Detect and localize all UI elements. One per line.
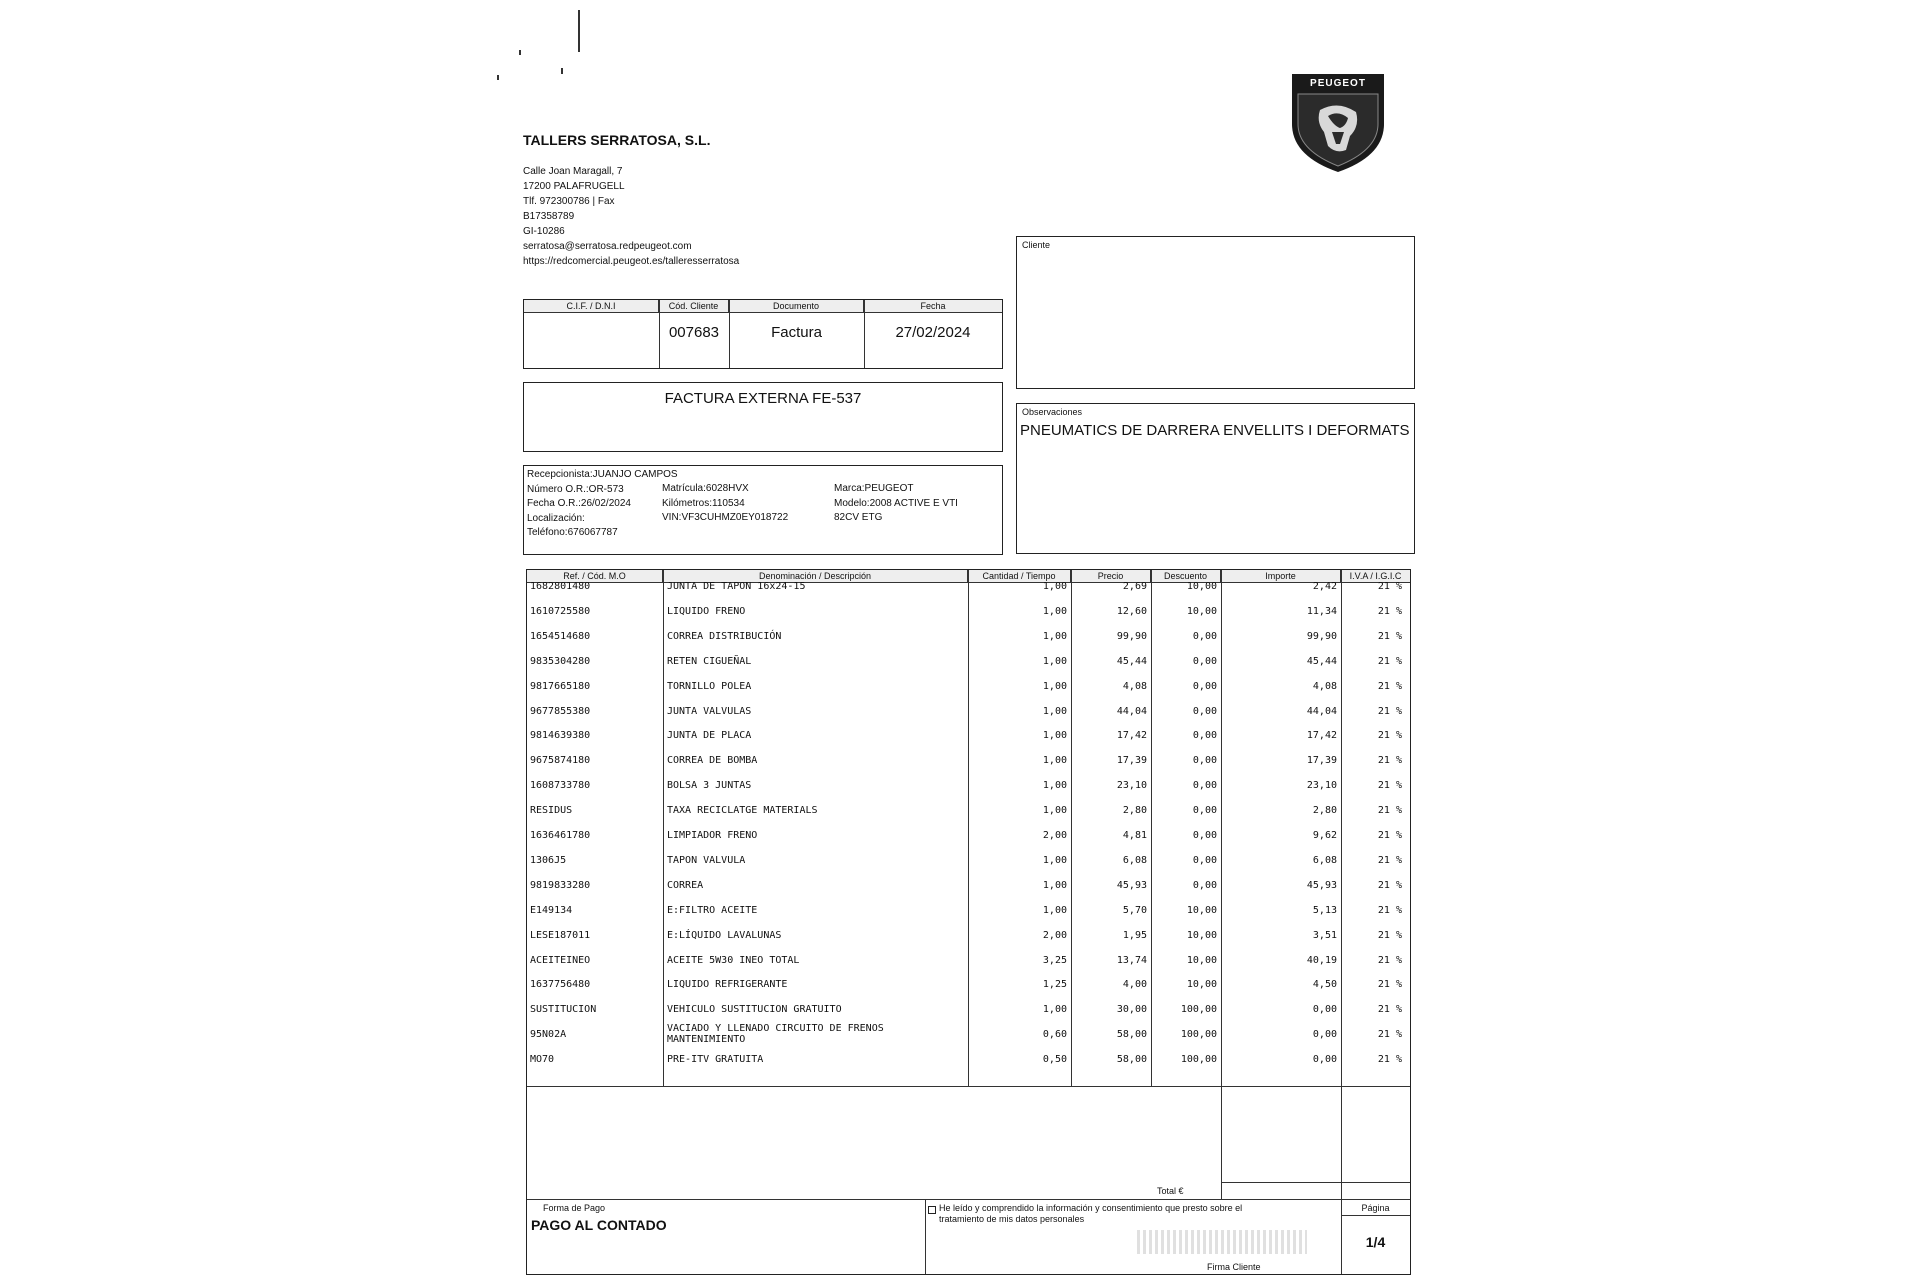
cell-amount: 4,50 xyxy=(1312,979,1337,991)
client-label: Cliente xyxy=(1022,240,1051,250)
cell-vat: 21 % xyxy=(1377,755,1402,767)
col-header-vat: I.V.A / I.G.I.C xyxy=(1341,570,1410,583)
cell-qty: 1,00 xyxy=(1042,680,1067,692)
scan-mark xyxy=(497,75,499,80)
address-line-3: B17358789 xyxy=(523,211,575,222)
cell-price: 30,00 xyxy=(1116,1004,1147,1016)
vehicle-model-field-1: Modelo:2008 ACTIVE E VTI xyxy=(834,497,958,509)
cell-amount: 44,04 xyxy=(1306,705,1337,717)
cell-ref: 1682801480 xyxy=(530,581,591,592)
cell-discount: 10,00 xyxy=(1186,954,1217,966)
cell-amount: 11,34 xyxy=(1306,605,1337,617)
cell-vat: 21 % xyxy=(1377,655,1402,667)
cell-amount: 6,08 xyxy=(1312,854,1337,866)
documento-value: Factura xyxy=(771,324,822,341)
cell-discount: 0,00 xyxy=(1192,780,1217,792)
cell-qty: 1,00 xyxy=(1042,605,1067,617)
cell-vat: 21 % xyxy=(1377,730,1402,742)
cell-desc: LIMPIADOR FRENO xyxy=(667,830,758,841)
cell-price: 2,80 xyxy=(1122,805,1147,817)
vehicle-model-field-2: 82CV ETG xyxy=(834,512,883,523)
cell-qty: 1,00 xyxy=(1042,755,1067,767)
cell-vat: 21 % xyxy=(1377,680,1402,692)
cell-price: 58,00 xyxy=(1116,1054,1147,1066)
cell-desc: BOLSA 3 JUNTAS xyxy=(667,780,752,792)
cell-ref: 1637756480 xyxy=(530,979,591,991)
address-line-4: GI-10286 xyxy=(523,226,565,237)
invoice-title: FACTURA EXTERNA FE-537 xyxy=(664,390,862,407)
table-row xyxy=(527,755,1410,770)
cell-ref: E149134 xyxy=(530,904,573,916)
table-row xyxy=(527,880,1410,895)
cell-discount: 100,00 xyxy=(1180,1004,1217,1016)
cell-price: 6,08 xyxy=(1122,854,1147,866)
cell-discount: 10,00 xyxy=(1186,904,1217,916)
cell-price: 4,08 xyxy=(1122,680,1147,692)
cell-price: 13,74 xyxy=(1116,954,1147,966)
cell-desc: E:FILTRO ACEITE xyxy=(667,904,758,916)
col-header-discount: Descuento xyxy=(1151,570,1221,583)
cell-discount: 0,00 xyxy=(1192,854,1217,866)
reception-box xyxy=(523,465,1003,555)
cell-vat: 21 % xyxy=(1377,1004,1402,1016)
cell-vat: 21 % xyxy=(1377,605,1402,617)
cell-ref: 1654514680 xyxy=(530,630,591,642)
table-row xyxy=(527,905,1410,920)
cell-amount: 5,13 xyxy=(1312,904,1337,916)
table-row xyxy=(527,1054,1410,1069)
col-header-amount: Importe xyxy=(1221,570,1341,583)
cell-discount: 0,00 xyxy=(1192,830,1217,841)
cell-qty: 1,00 xyxy=(1042,630,1067,642)
cell-ref: MO70 xyxy=(530,1054,555,1066)
observations-label: Observaciones xyxy=(1022,407,1083,417)
consent-text: He leído y comprendido la información y consentimiento que presto sobre el tratamiento de mis datos personales xyxy=(939,1203,1243,1224)
col-header-desc: Denominación / Descripción xyxy=(663,570,968,583)
table-row xyxy=(527,955,1410,970)
doc-header-table xyxy=(523,299,1003,369)
cell-price: 17,42 xyxy=(1116,730,1147,742)
cell-vat: 21 % xyxy=(1377,954,1402,966)
cell-discount: 0,00 xyxy=(1192,680,1217,692)
cell-amount: 40,19 xyxy=(1306,954,1337,966)
cell-qty: 1,25 xyxy=(1042,979,1067,991)
forma-pago-value: PAGO AL CONTADO xyxy=(531,1217,667,1233)
cell-vat: 21 % xyxy=(1377,854,1402,866)
cell-price: 45,44 xyxy=(1116,655,1147,667)
table-row xyxy=(527,581,1410,596)
fecha-label: Fecha xyxy=(864,300,1002,313)
cell-qty: 1,00 xyxy=(1042,581,1067,592)
cell-price: 4,00 xyxy=(1122,979,1147,991)
cell-desc: TAXA RECICLATGE MATERIALS xyxy=(667,805,818,817)
table-row xyxy=(527,1023,1410,1046)
cell-amount: 17,42 xyxy=(1306,730,1337,742)
address-line-1: 17200 PALAFRUGELL xyxy=(523,181,625,192)
cell-amount: 0,00 xyxy=(1312,1029,1337,1041)
table-row xyxy=(527,930,1410,945)
cell-qty: 1,00 xyxy=(1042,705,1067,717)
cell-amount: 2,42 xyxy=(1312,581,1337,592)
fecha-value: 27/02/2024 xyxy=(895,324,971,341)
reception-field-1: Número O.R.:OR-573 xyxy=(527,483,624,495)
cell-ref: 1306J5 xyxy=(530,854,567,866)
address-line-0: Calle Joan Maragall, 7 xyxy=(523,166,623,177)
table-row xyxy=(527,780,1410,795)
cell-ref: 9814639380 xyxy=(530,730,591,742)
cell-amount: 0,00 xyxy=(1312,1004,1337,1016)
cell-ref: ACEITEINEO xyxy=(530,954,591,966)
cell-amount: 0,00 xyxy=(1312,1054,1337,1066)
cell-vat: 21 % xyxy=(1377,780,1402,792)
reception-field-0: Recepcionista:JUANJO CAMPOS xyxy=(527,469,678,480)
company-name: TALLERS SERRATOSA, S.L. xyxy=(523,132,711,148)
cell-desc: VEHICULO SUSTITUCION GRATUITO xyxy=(667,1004,842,1016)
table-row xyxy=(527,979,1410,994)
vehicle-field-0: Matrícula:6028HVX xyxy=(662,483,749,494)
cell-ref: 1608733780 xyxy=(530,780,591,792)
reception-field-4: Teléfono:676067787 xyxy=(527,527,618,538)
cell-ref: 1610725580 xyxy=(530,605,591,617)
address-line-2: Tlf. 972300786 | Fax xyxy=(523,196,615,207)
cell-amount: 4,08 xyxy=(1312,680,1337,692)
cell-discount: 0,00 xyxy=(1192,655,1217,667)
invoice-title-box xyxy=(523,382,1003,452)
cell-qty: 1,00 xyxy=(1042,879,1067,891)
cell-amount: 45,44 xyxy=(1306,655,1337,667)
firma-label: Firma Cliente xyxy=(1207,1262,1261,1272)
observations-box xyxy=(1016,403,1415,554)
table-row xyxy=(527,681,1410,696)
cell-qty: 3,25 xyxy=(1042,954,1067,966)
cell-price: 5,70 xyxy=(1122,904,1147,916)
cod-cliente-label: Cód. Cliente xyxy=(659,300,729,313)
cell-qty: 0,60 xyxy=(1042,1029,1067,1041)
cell-discount: 0,00 xyxy=(1192,805,1217,817)
cell-desc: RETEN CIGUEÑAL xyxy=(667,655,752,667)
cell-desc: CORREA DE BOMBA xyxy=(667,755,758,767)
cell-amount: 23,10 xyxy=(1306,780,1337,792)
cell-discount: 10,00 xyxy=(1186,605,1217,617)
vehicle-field-1: Kilómetros:110534 xyxy=(662,497,745,509)
cell-qty: 1,00 xyxy=(1042,1004,1067,1016)
signature-smudge xyxy=(1137,1230,1307,1254)
cell-vat: 21 % xyxy=(1377,581,1402,592)
cell-desc: E:LÍQUIDO LAVALUNAS xyxy=(667,929,782,941)
cell-amount: 3,51 xyxy=(1312,929,1337,941)
cell-vat: 21 % xyxy=(1377,830,1402,841)
cell-discount: 0,00 xyxy=(1192,755,1217,767)
items-table xyxy=(526,569,1411,1275)
cell-desc: CORREA xyxy=(667,879,704,891)
reception-col-2 xyxy=(662,482,788,526)
scan-mark xyxy=(578,10,580,52)
col-header-ref: Ref. / Cód. M.O xyxy=(527,570,663,583)
cell-price: 4,81 xyxy=(1122,830,1147,841)
cell-qty: 1,00 xyxy=(1042,655,1067,667)
cell-vat: 21 % xyxy=(1377,979,1402,991)
table-row xyxy=(527,706,1410,721)
forma-pago-label: Forma de Pago xyxy=(543,1203,606,1213)
pagina-label: Página xyxy=(1361,1203,1390,1213)
cell-ref: LESE187011 xyxy=(530,929,591,941)
cell-qty: 1,00 xyxy=(1042,904,1067,916)
cell-price: 12,60 xyxy=(1116,605,1147,617)
cell-ref: 9835304280 xyxy=(530,655,591,667)
cell-amount: 9,62 xyxy=(1312,830,1337,841)
cell-discount: 0,00 xyxy=(1192,705,1217,717)
table-row xyxy=(527,830,1410,845)
cell-discount: 10,00 xyxy=(1186,979,1217,991)
consent-checkbox[interactable] xyxy=(928,1206,936,1214)
table-row xyxy=(527,855,1410,870)
cell-discount: 0,00 xyxy=(1192,630,1217,642)
vehicle-model-field-0: Marca:PEUGEOT xyxy=(834,483,914,494)
table-row xyxy=(527,730,1410,745)
scan-mark xyxy=(561,68,563,74)
cell-discount: 10,00 xyxy=(1186,929,1217,941)
pagina-value: 1/4 xyxy=(1365,1234,1386,1250)
col-header-price: Precio xyxy=(1071,570,1151,583)
cell-desc: LIQUIDO REFRIGERANTE xyxy=(667,979,788,991)
cell-amount: 17,39 xyxy=(1306,755,1337,767)
table-row xyxy=(527,656,1410,671)
cell-price: 17,39 xyxy=(1116,755,1147,767)
cell-amount: 45,93 xyxy=(1306,879,1337,891)
table-row xyxy=(527,606,1410,621)
cell-price: 45,93 xyxy=(1116,879,1147,891)
cell-ref: 9817665180 xyxy=(530,680,591,692)
cod-cliente-value: 007683 xyxy=(668,324,720,341)
cell-desc: JUNTA DE PLACA xyxy=(667,730,752,742)
total-label: Total € xyxy=(1157,1186,1184,1196)
company-address xyxy=(523,164,739,269)
cell-desc: JUNTA DE TAPON 16x24-15 xyxy=(667,581,806,592)
reception-col-3 xyxy=(834,482,958,526)
cell-desc: TORNILLO POLEA xyxy=(667,680,752,692)
address-line-5: serratosa@serratosa.redpeugeot.com xyxy=(523,241,692,252)
cell-vat: 21 % xyxy=(1377,630,1402,642)
cell-discount: 0,00 xyxy=(1192,879,1217,891)
cell-qty: 1,00 xyxy=(1042,805,1067,817)
cell-vat: 21 % xyxy=(1377,705,1402,717)
reception-col-1 xyxy=(527,468,678,541)
cell-qty: 1,00 xyxy=(1042,854,1067,866)
cell-ref: SUSTITUCION xyxy=(530,1004,597,1016)
documento-label: Documento xyxy=(729,300,864,313)
cell-ref: 9819833280 xyxy=(530,879,591,891)
cell-ref: 1636461780 xyxy=(530,830,591,841)
cell-vat: 21 % xyxy=(1377,879,1402,891)
cell-qty: 1,00 xyxy=(1042,780,1067,792)
cell-qty: 2,00 xyxy=(1042,830,1067,841)
cell-qty: 0,50 xyxy=(1042,1054,1067,1066)
reception-field-3: Localización: xyxy=(527,512,585,524)
peugeot-lion-shield-icon xyxy=(1288,70,1388,174)
reception-field-2: Fecha O.R.:26/02/2024 xyxy=(527,498,631,509)
cell-price: 99,90 xyxy=(1116,630,1147,642)
cell-price: 23,10 xyxy=(1116,780,1147,792)
cell-vat: 21 % xyxy=(1377,1054,1402,1066)
cell-desc: ACEITE 5W30 INEO TOTAL xyxy=(667,954,800,966)
cell-vat: 21 % xyxy=(1377,805,1402,817)
cell-ref: 9675874180 xyxy=(530,755,591,767)
cell-ref: 9677855380 xyxy=(530,705,591,717)
observations-text: PNEUMATICS DE DARRERA ENVELLITS I DEFORMATS xyxy=(1020,422,1410,439)
cell-desc: VACIADO Y LLENADO CIRCUITO DE FRENOS MANTENIMIENTO xyxy=(667,1023,884,1046)
table-row xyxy=(527,805,1410,820)
cell-desc: JUNTA VALVULAS xyxy=(667,705,752,717)
cell-vat: 21 % xyxy=(1377,1029,1402,1041)
col-header-qty: Cantidad / Tiempo xyxy=(968,570,1071,583)
cell-ref: 95N02A xyxy=(530,1029,567,1041)
cell-price: 1,95 xyxy=(1122,929,1147,941)
cell-discount: 100,00 xyxy=(1180,1054,1217,1066)
cell-qty: 1,00 xyxy=(1042,730,1067,742)
cell-price: 44,04 xyxy=(1116,705,1147,717)
client-box xyxy=(1016,236,1415,389)
cell-price: 2,69 xyxy=(1122,581,1147,592)
cell-vat: 21 % xyxy=(1377,929,1402,941)
cif-label: C.I.F. / D.N.I xyxy=(524,300,659,313)
cell-amount: 99,90 xyxy=(1306,630,1337,642)
cell-desc: TAPON VALVULA xyxy=(667,854,746,866)
cell-desc: CORREA DISTRIBUCIÓN xyxy=(667,630,782,642)
cell-discount: 0,00 xyxy=(1192,730,1217,742)
cell-amount: 2,80 xyxy=(1312,805,1337,817)
cell-vat: 21 % xyxy=(1377,904,1402,916)
cell-desc: PRE-ITV GRATUITA xyxy=(667,1054,764,1066)
logo-text: PEUGEOT xyxy=(1310,78,1366,89)
cell-ref: RESIDUS xyxy=(530,805,573,817)
cell-qty: 2,00 xyxy=(1042,929,1067,941)
cell-discount: 10,00 xyxy=(1186,581,1217,592)
cell-price: 58,00 xyxy=(1116,1029,1147,1041)
table-row xyxy=(527,1004,1410,1019)
address-line-6: https://redcomercial.peugeot.es/talleresserratosa xyxy=(523,256,740,267)
scan-mark xyxy=(519,50,521,55)
cell-desc: LIQUIDO FRENO xyxy=(667,605,746,617)
vehicle-field-2: VIN:VF3CUHMZ0EY018722 xyxy=(662,512,789,523)
cell-discount: 100,00 xyxy=(1180,1029,1217,1041)
table-row xyxy=(527,631,1410,646)
